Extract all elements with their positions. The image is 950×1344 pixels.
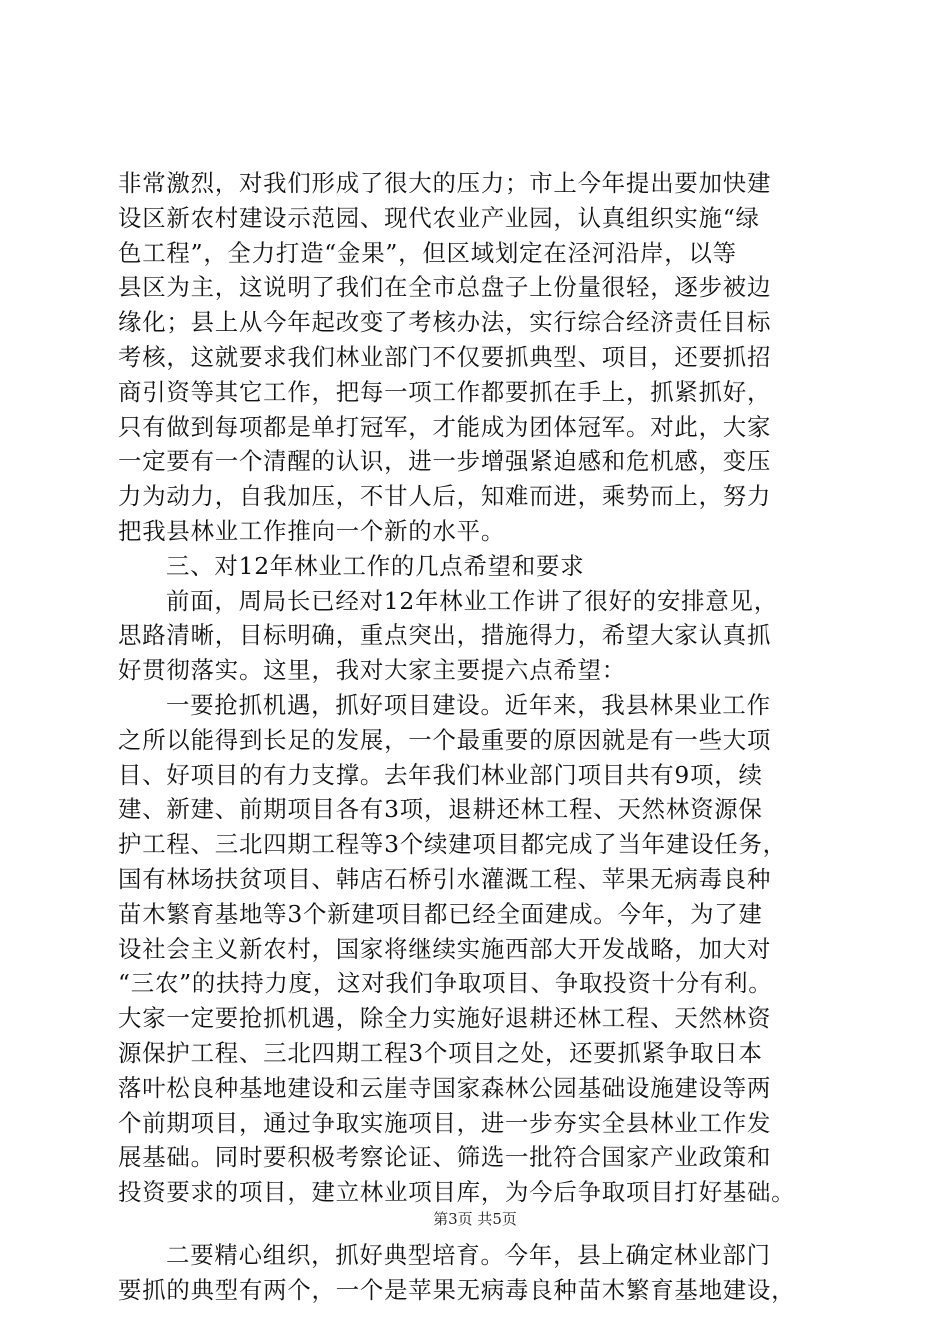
body-text: [118, 166, 838, 1308]
para1-line: 设区新农村建设示范园、现代农业产业园，认真组织实施“绿: [118, 203, 760, 232]
para2-line: 好贯彻落实。这里，我对大家主要提六点希望：: [118, 656, 627, 685]
page-footer: 第3页 共5页: [433, 1210, 517, 1228]
para4-line: 要抓的典型有两个，一个是苹果无病毒良种苗木繁育基地建设，: [118, 1275, 796, 1304]
para2-line: 思路清晰，目标明确，重点突出，措施得力，希望大家认真抓: [118, 621, 772, 650]
para3-line: 国有林场扶贫项目、韩店石桥引水灌溉工程、苹果无病毒良种: [118, 864, 772, 893]
para3-line: 源保护工程、三北四期工程3个项目之处，还要抓紧争取日本: [118, 1038, 763, 1067]
para1-line: 只有做到每项都是单打冠军，才能成为团体冠军。对此，大家: [118, 412, 772, 441]
para1-line: 把我县林业工作推向一个新的水平。: [118, 516, 506, 545]
para1-line: 县区为主，这说明了我们在全市总盘子上份量很轻，逐步被边: [118, 273, 772, 302]
para4-line: 二要精心组织，抓好典型培育。今年，县上确定林业部门: [166, 1240, 771, 1269]
para1-line: 一定要有一个清醒的认识，进一步增强紧迫感和危机感，变压: [118, 447, 772, 476]
para3-line: 落叶松良种基地建设和云崖寺国家森林公园基础设施建设等两: [118, 1073, 772, 1102]
para1-line: 色工程”，全力打造“金果”，但区域划定在泾河沿岸，以等: [118, 238, 737, 267]
para1-line: 考核，这就要求我们林业部门不仅要抓典型、项目，还要抓招: [118, 342, 772, 371]
para3-line: 投资要求的项目，建立林业项目库，为今后争取项目打好基础。: [118, 1178, 796, 1207]
section-heading: 三、对12年林业工作的几点希望和要求: [166, 551, 585, 580]
para1-line: 商引资等其它工作，把每一项工作都要抓在手上，抓紧抓好，: [118, 377, 772, 406]
para1-line: 缘化；县上从今年起改变了考核办法，实行综合经济责任目标: [118, 308, 772, 337]
para3-line: 护工程、三北四期工程等3个续建项目都完成了当年建设任务，: [118, 830, 787, 859]
para3-line: 设社会主义新农村，国家将继续实施西部大开发战略，加大对: [118, 934, 772, 963]
para1-line: 非常激烈，对我们形成了很大的压力；市上今年提出要加快建: [118, 169, 772, 197]
para3-line: 大家一定要抢抓机遇，除全力实施好退耕还林工程、天然林资: [118, 1004, 772, 1033]
para2-line: 前面，周局长已经对12年林业工作讲了很好的安排意见，: [166, 586, 778, 615]
para3-line: 苗木繁育基地等3个新建项目都已经全面建成。今年，为了建: [118, 899, 763, 928]
para3-line: 展基础。同时要积极考察论证、筛选一批符合国家产业政策和: [118, 1143, 772, 1172]
para3-line: 建、新建、前期项目各有3项，退耕还林工程、天然林资源保: [118, 795, 763, 824]
para1-line: 力为动力，自我加压，不甘人后，知难而进，乘势而上，努力: [118, 482, 772, 511]
para3-line: “三农”的扶持力度，这对我们争取项目、争取投资十分有利。: [118, 969, 773, 998]
para3-line: 之所以能得到长足的发展，一个最重要的原因就是有一些大项: [118, 725, 772, 754]
para3-line: 一要抢抓机遇，抓好项目建设。近年来，我县林果业工作: [166, 690, 771, 719]
para3-line: 个前期项目，通过争取实施项目，进一步夯实全县林业工作发: [118, 1108, 772, 1137]
para3-line: 目、好项目的有力支撑。去年我们林业部门项目共有9项，续: [118, 760, 763, 789]
